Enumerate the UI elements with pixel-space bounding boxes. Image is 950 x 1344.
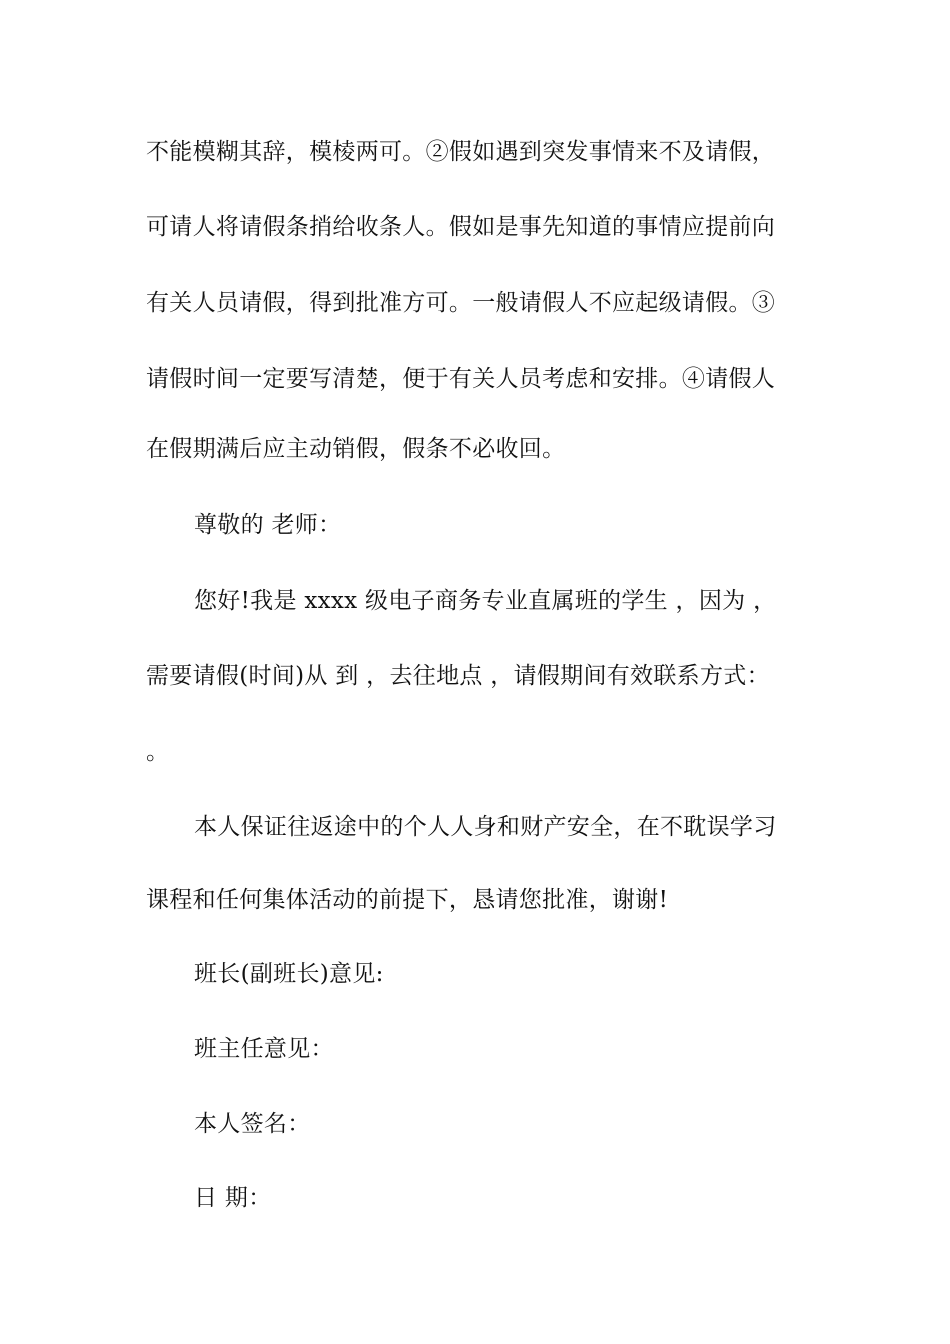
text-line: 本人保证往返途中的个人人身和财产安全，在不耽误学习 — [194, 814, 777, 840]
signature-label: 本人签名： — [194, 1111, 311, 1137]
date-label: 日 期： — [194, 1185, 272, 1211]
text-line: 有关人员请假，得到批准方可。一般请假人不应起级请假。③ — [146, 290, 776, 316]
monitor-opinion-label: 班长(副班长)意见: — [194, 961, 384, 987]
text-line: 可请人将请假条捎给收条人。假如是事先知道的事情应提前向 — [146, 214, 776, 240]
salutation: 尊敬的 老师： — [194, 512, 342, 538]
text-line: 请假时间一定要写清楚，便于有关人员考虑和安排。④请假人 — [146, 366, 776, 392]
text-line: 不能模糊其辞，模棱两可。②假如遇到突发事情来不及请假， — [146, 139, 776, 165]
head-teacher-opinion-label: 班主任意见： — [194, 1036, 334, 1062]
text-line: 课程和任何集体活动的前提下，恳请您批准，谢谢! — [146, 887, 669, 913]
text-line: 。 — [146, 739, 170, 765]
text-line: 您好!我是 xxxx 级电子商务专业直属班的学生 ，因为 ， — [194, 588, 777, 614]
text-line: 在假期满后应主动销假，假条不必收回。 — [146, 436, 566, 462]
text-line: 需要请假(时间)从 到 ，去往地点 ，请假期间有效联系方式： — [146, 663, 770, 689]
